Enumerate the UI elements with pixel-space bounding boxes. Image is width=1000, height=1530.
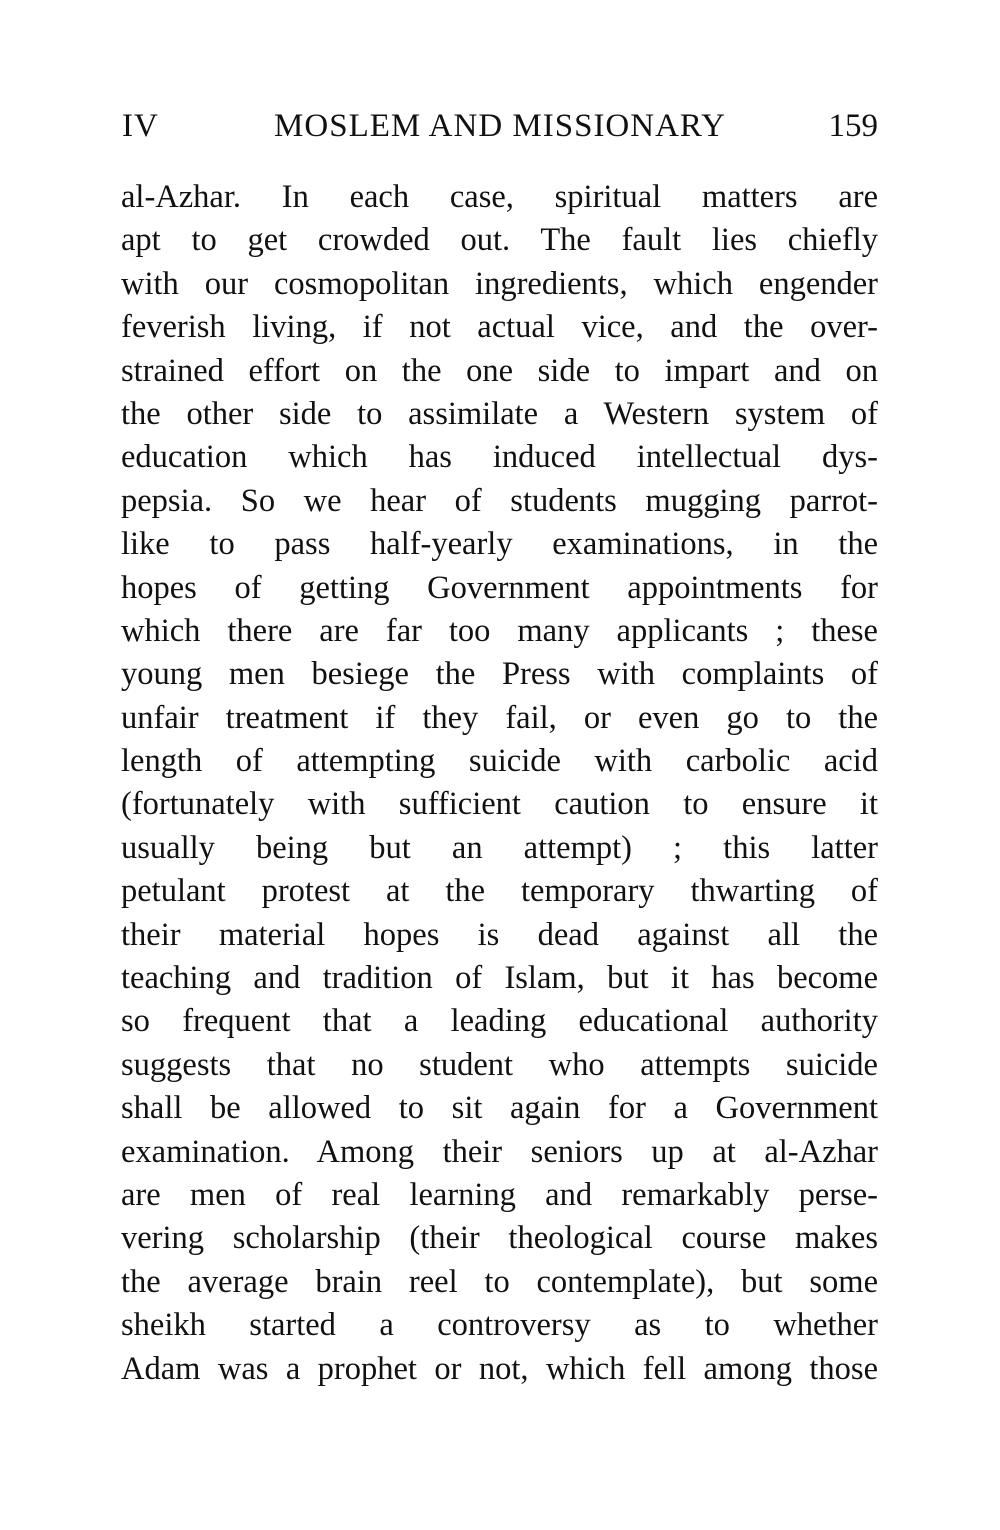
text-line: apt to get crowded out. The fault lies chiefly [121, 222, 878, 259]
text-line: are men of real learning and remarkably perse- [121, 1176, 878, 1213]
text-line: which there are far too many applicants ; these [121, 612, 878, 649]
body-text [121, 176, 878, 1391]
text-line: so frequent that a leading educational authority [121, 1003, 878, 1040]
text-line: examination. Among their seniors up at al-Azhar [121, 1133, 878, 1170]
text-line: like to pass half-yearly examinations, in the [121, 526, 878, 563]
text-line: sheikh started a controversy as to whether [121, 1307, 878, 1344]
text-line: the average brain reel to contemplate), but some [121, 1263, 878, 1300]
text-line: teaching and tradition of Islam, but it has become [121, 960, 878, 997]
page-number: 159 [828, 108, 878, 144]
text-line: Adam was a prophet or not, which fell among those [121, 1350, 878, 1387]
text-line: strained effort on the one side to impart and on [121, 352, 878, 389]
text-line: young men besiege the Press with complaints of [121, 656, 878, 693]
text-line: length of attempting suicide with carbolic acid [121, 743, 878, 780]
text-line: vering scholarship (their theological course makes [121, 1220, 878, 1257]
text-line: hopes of getting Government appointments for [121, 569, 878, 606]
text-line: with our cosmopolitan ingredients, which engender [121, 265, 878, 302]
text-line: (fortunately with sufficient caution to ensure it [121, 786, 878, 823]
running-title: MOSLEM AND MISSIONARY [274, 108, 726, 144]
chapter-number: IV [122, 108, 159, 144]
text-line: usually being but an attempt) ; this latter [121, 829, 878, 866]
text-line: their material hopes is dead against all the [121, 916, 878, 953]
text-line: feverish living, if not actual vice, and the over- [121, 309, 878, 346]
text-line: petulant protest at the temporary thwarting of [121, 873, 878, 910]
text-line: the other side to assimilate a Western system of [121, 395, 878, 432]
running-header [122, 108, 878, 152]
text-line: education which has induced intellectual dys- [121, 439, 878, 476]
text-line: pepsia. So we hear of students mugging parrot- [121, 482, 878, 519]
text-line: unfair treatment if they fail, or even go to the [121, 699, 878, 736]
text-line: al-Azhar. In each case, spiritual matters are [121, 179, 878, 215]
text-line: suggests that no student who attempts suicide [121, 1046, 878, 1083]
text-line: shall be allowed to sit again for a Government [121, 1090, 878, 1127]
